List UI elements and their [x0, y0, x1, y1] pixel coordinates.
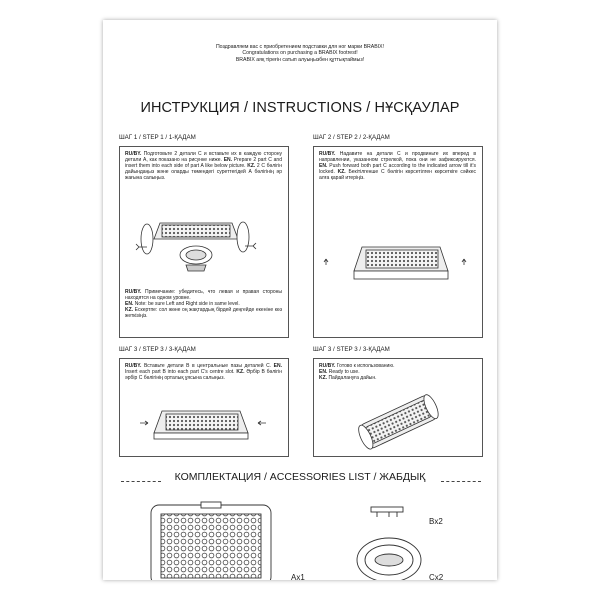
step4-text: RU/BY. Готово к использованию. EN. Ready to use. KZ. Пайдалануға дайын.	[319, 363, 395, 381]
step2-illustration	[314, 147, 482, 337]
part-b-label: Bx2	[429, 517, 443, 526]
step2-panel	[313, 146, 483, 338]
step1-panel	[119, 146, 289, 338]
part-a-label: Ax1	[291, 573, 305, 580]
step2-heading: ШАГ 2 / STEP 2 / 2-ҚАДАМ	[313, 134, 390, 141]
step1-text: RU/BY. Подготовьте 2 детали С и вставьте их в каждую сторону детали А, как показано на рисунке ниже. EN. Prepare 2 part C and insert them into each side of part A like below picture. KZ. 2 С бөлігін дайындаңыз және оларды төмендегі суреттегідей А бөлігінің әр жағына салыңыз.	[125, 151, 283, 181]
step3-heading: ШАГ 3 / STEP 3 / 3-ҚАДАМ	[119, 346, 196, 353]
intro-line-kz: BRABIX аяқ тіреғін сатып алуыңызбен құттықтаймыз!	[235, 56, 365, 63]
intro-text	[103, 44, 497, 63]
step1-note: RU/BY. Примечание: убедитесь, что левая и правая стороны находятся на одном уровне. EN. Note: be sure Left and Right side in same level. KZ. Ескертпе: сол жөне оң жақтардың бірдей деңгейде екеніне көз жеткізіңіз.	[125, 289, 282, 319]
intro-line-en: Congratulations on purchasing a BRABIX footrest!	[242, 50, 358, 57]
step3-illustration	[120, 359, 288, 456]
part-c-label: Cx2	[429, 573, 444, 580]
step3-text: RU/BY. Вставьте детали В в центральные пазы деталей С. EN. Insert each part B into each part C's centre slot. KZ. Әрбір В бөлігін әрбір С бөлігінің орталық ұясына салыңыз.	[125, 363, 283, 381]
accessories-title: КОМПЛЕКТАЦИЯ / ACCESSORIES LIST / ЖАБДЫҚ	[174, 471, 426, 483]
accessories-illustration	[103, 482, 497, 580]
step4-heading: ШАГ 3 / STEP 3 / 3-ҚАДАМ	[313, 346, 390, 353]
step4-illustration	[314, 359, 482, 456]
step1-heading: ШАГ 1 / STEP 1 / 1-ҚАДАМ	[119, 134, 196, 141]
instruction-sheet	[103, 20, 497, 580]
step2-text: RU/BY. Надавите на детали С и продвиньте их вперед в направлении, указанном стрелкой, пока они не зафиксируются. EN. Push forward both part C according to the indicated arrow till it's locked. KZ. Бекітілгенше С бөлігін көрсетілген көрсеткіге сәйкес алға қарай итеріңіз.	[319, 151, 477, 181]
step4-panel	[313, 358, 483, 457]
intro-line-ru: Поздравляем вас с приобретением подставки для ног марки BRABIX!	[215, 44, 385, 50]
page-title: ИНСТРУКЦИЯ / INSTRUCTIONS / НҰСҚАУЛАР	[140, 100, 460, 116]
step3-panel	[119, 358, 289, 457]
